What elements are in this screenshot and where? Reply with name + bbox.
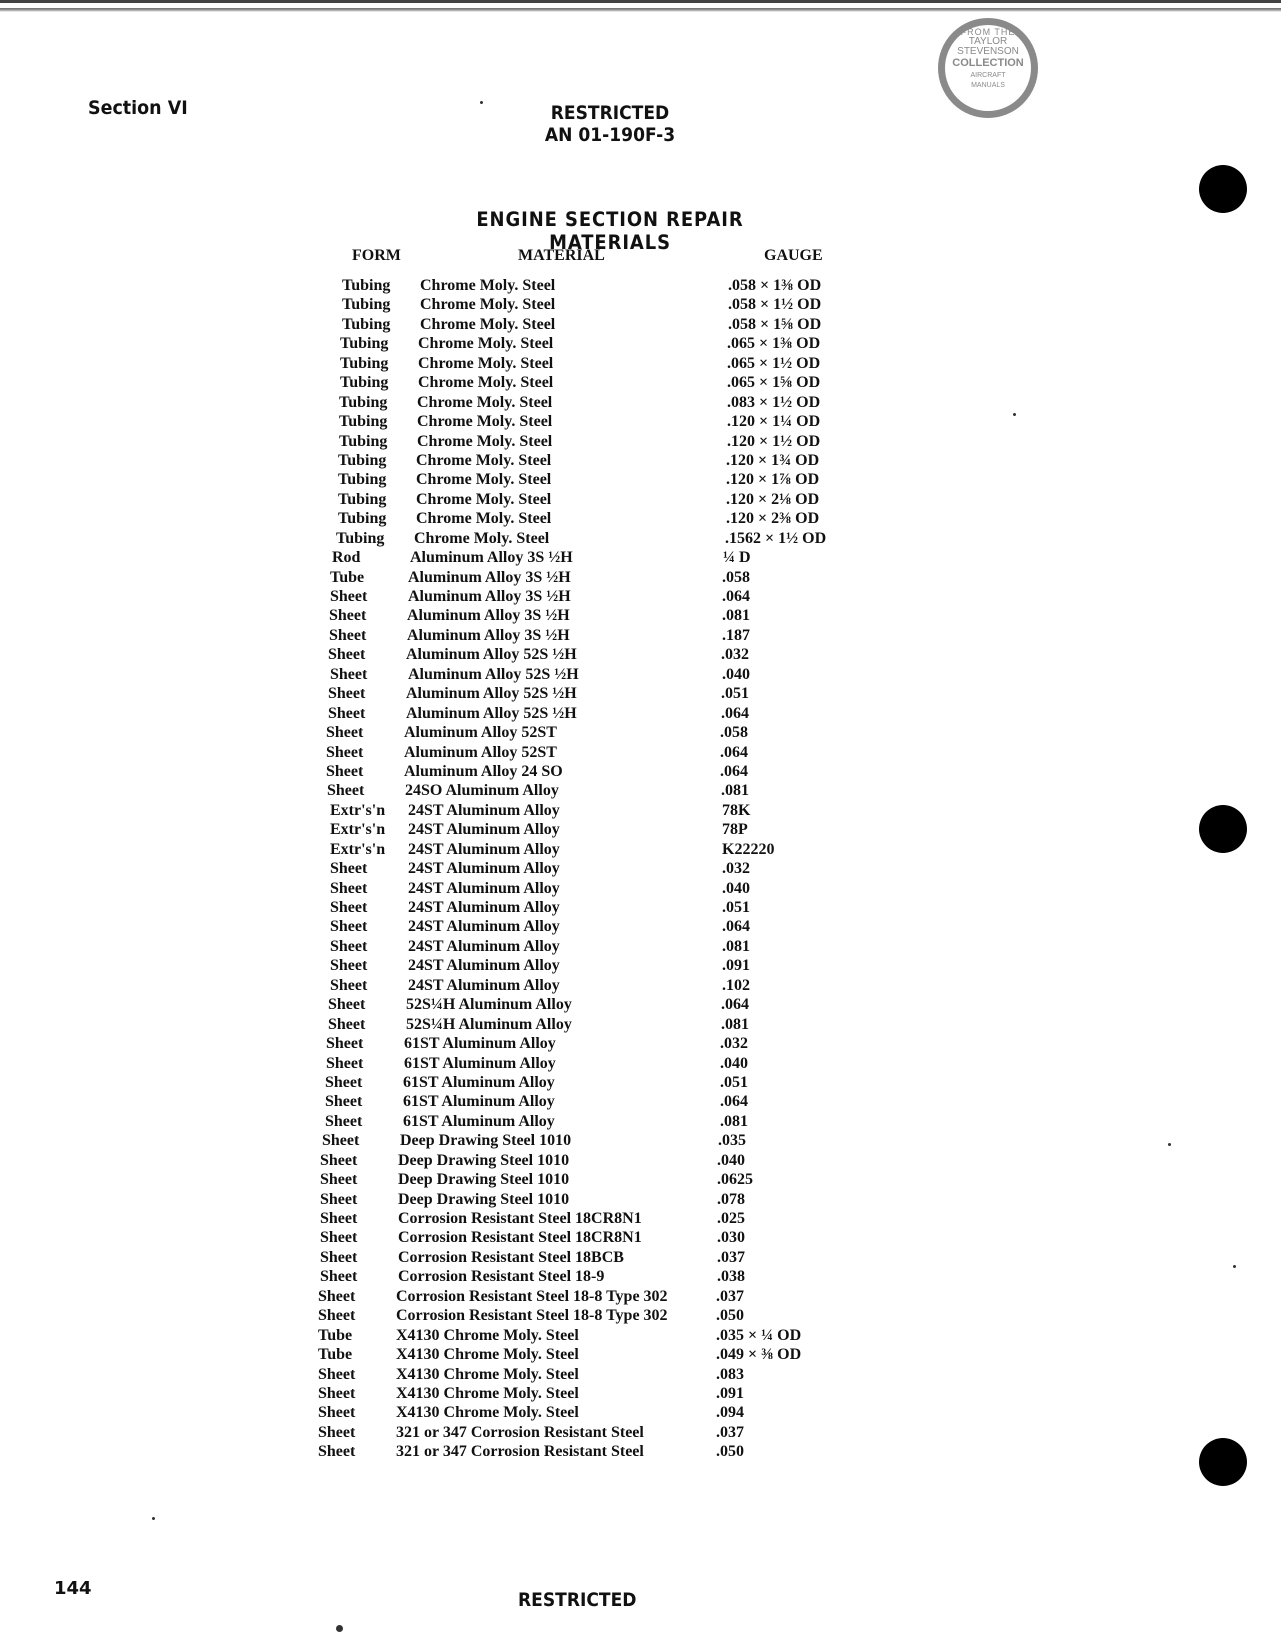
cell-form: Sheet — [329, 607, 367, 625]
table-row — [0, 1306, 1281, 1325]
cell-form: Tube — [318, 1346, 353, 1364]
table-row — [0, 412, 1281, 431]
cell-material: Chrome Moly. Steel — [420, 277, 556, 294]
table-row — [0, 529, 1281, 548]
cell-material: Aluminum Alloy 52ST — [404, 724, 557, 742]
cell-form: Sheet — [329, 626, 367, 644]
cell-material: Corrosion Resistant Steel 18BCB — [398, 1248, 624, 1266]
cell-material: Aluminum Alloy 52S ½H — [406, 685, 577, 703]
cell-gauge: .120 × 1½ OD — [727, 432, 821, 450]
cell-material: 24ST Aluminum Alloy — [408, 976, 560, 994]
scan-speck — [336, 1625, 343, 1632]
cell-material: Chrome Moly. Steel — [418, 354, 554, 372]
cell-form: Tubing — [339, 393, 388, 411]
table-row — [0, 1365, 1281, 1384]
table-row — [0, 587, 1281, 606]
cell-gauge: .065 × 1⅜ OD — [727, 335, 821, 353]
cell-material: Chrome Moly. Steel — [417, 432, 553, 450]
table-row — [0, 1190, 1281, 1209]
cell-form: Sheet — [330, 879, 368, 897]
cell-gauge: .051 — [722, 899, 750, 916]
stamp-text: COLLECTION — [952, 57, 1024, 69]
materials-table — [0, 276, 1281, 1462]
cell-form: Tubing — [340, 335, 389, 353]
cell-gauge: .081 — [721, 782, 749, 800]
section-label: Section VI — [88, 97, 188, 119]
cell-gauge: .081 — [720, 1112, 748, 1130]
cell-form: Sheet — [328, 704, 366, 722]
cell-gauge: 78P — [722, 821, 748, 839]
cell-gauge: .078 — [717, 1190, 745, 1208]
table-row — [0, 334, 1281, 353]
cell-gauge: .058 — [722, 568, 750, 586]
table-row — [0, 1092, 1281, 1111]
cell-material: X4130 Chrome Moly. Steel — [396, 1326, 579, 1344]
cell-material: 61ST Aluminum Alloy — [404, 1035, 556, 1053]
table-row — [0, 840, 1281, 859]
cell-material: Aluminum Alloy 52S ½H — [408, 665, 579, 683]
cell-gauge: .064 — [721, 704, 749, 722]
cell-form: Sheet — [318, 1384, 356, 1402]
cell-material: 24ST Aluminum Alloy — [408, 937, 560, 955]
cell-form: Sheet — [326, 1035, 364, 1053]
table-row — [0, 1287, 1281, 1306]
cell-form: Sheet — [320, 1210, 358, 1227]
scan-top-edge — [0, 0, 1281, 12]
cell-gauge: .050 — [716, 1307, 744, 1325]
table-row — [0, 820, 1281, 839]
cell-form: Tubing — [338, 451, 387, 469]
cell-gauge: .120 × 1¼ OD — [727, 413, 821, 431]
cell-gauge: K22220 — [722, 840, 775, 858]
cell-gauge: .120 × 2⅜ OD — [726, 510, 820, 528]
cell-material: Aluminum Alloy 3S ½H — [407, 626, 570, 644]
cell-form: Tubing — [340, 354, 389, 372]
table-row — [0, 917, 1281, 936]
table-row — [0, 684, 1281, 703]
table-row — [0, 762, 1281, 781]
cell-form: Extr's'n — [330, 840, 386, 858]
cell-material: Deep Drawing Steel 1010 — [398, 1151, 570, 1169]
table-row — [0, 879, 1281, 898]
cell-material: 61ST Aluminum Alloy — [404, 1054, 556, 1072]
cell-form: Sheet — [322, 1132, 360, 1150]
cell-form: Extr's'n — [330, 801, 386, 819]
cell-material: Aluminum Alloy 24 SO — [404, 762, 563, 780]
table-row — [0, 354, 1281, 373]
cell-form: Sheet — [320, 1190, 358, 1208]
cell-form: Tubing — [342, 315, 391, 333]
cell-material: X4130 Chrome Moly. Steel — [396, 1346, 579, 1364]
binder-hole-icon — [1199, 165, 1247, 213]
cell-gauge: .083 × 1½ OD — [727, 393, 821, 411]
table-row — [0, 976, 1281, 995]
table-row — [0, 509, 1281, 528]
cell-gauge: .025 — [717, 1210, 745, 1227]
column-header-gauge: GAUGE — [764, 247, 823, 264]
cell-material: Chrome Moly. Steel — [420, 296, 556, 314]
cell-gauge: .091 — [722, 957, 750, 975]
cell-form: Sheet — [318, 1307, 356, 1325]
table-row — [0, 1384, 1281, 1403]
footer-classification: RESTRICTED — [518, 1589, 637, 1611]
table-row — [0, 743, 1281, 762]
table-row — [0, 1131, 1281, 1150]
cell-form: Tubing — [338, 490, 387, 508]
scan-speck — [1168, 1143, 1171, 1146]
cell-material: Chrome Moly. Steel — [417, 393, 553, 411]
table-row — [0, 1423, 1281, 1442]
cell-material: Chrome Moly. Steel — [416, 471, 552, 489]
cell-gauge: .058 — [720, 724, 748, 742]
cell-gauge: .081 — [722, 607, 750, 625]
cell-form: Sheet — [325, 1093, 363, 1111]
cell-form: Sheet — [320, 1229, 358, 1247]
cell-gauge: .032 — [720, 1035, 748, 1053]
stamp-text: TAYLOR — [968, 36, 1008, 47]
cell-material: 24ST Aluminum Alloy — [408, 821, 560, 839]
table-row — [0, 723, 1281, 742]
table-row — [0, 995, 1281, 1014]
cell-material: Aluminum Alloy 3S ½H — [408, 568, 571, 586]
header-classification: RESTRICTED — [550, 102, 670, 124]
table-row — [0, 1228, 1281, 1247]
cell-gauge: .058 × 1⅜ OD — [728, 277, 822, 294]
cell-gauge: .038 — [717, 1268, 745, 1286]
cell-gauge: .064 — [720, 1093, 748, 1111]
cell-material: 321 or 347 Corrosion Resistant Steel — [396, 1423, 644, 1441]
cell-material: Chrome Moly. Steel — [420, 315, 556, 333]
cell-gauge: .083 — [716, 1365, 744, 1383]
cell-material: Chrome Moly. Steel — [417, 413, 553, 431]
table-row — [0, 1209, 1281, 1228]
cell-gauge: .040 — [720, 1054, 748, 1072]
cell-gauge: .0625 — [717, 1171, 753, 1189]
cell-gauge: .064 — [722, 588, 750, 605]
cell-form: Tubing — [338, 471, 387, 489]
cell-form: Sheet — [330, 588, 368, 605]
cell-form: Sheet — [330, 860, 368, 878]
table-row — [0, 451, 1281, 470]
table-row — [0, 898, 1281, 917]
cell-material: Aluminum Alloy 52S ½H — [406, 704, 577, 722]
cell-form: Sheet — [318, 1423, 356, 1441]
cell-material: 24ST Aluminum Alloy — [408, 899, 560, 916]
table-row — [0, 568, 1281, 587]
cell-form: Sheet — [330, 937, 368, 955]
document-number: AN 01-190F-3 — [544, 124, 676, 146]
cell-material: 61ST Aluminum Alloy — [403, 1093, 555, 1111]
table-row — [0, 1403, 1281, 1422]
cell-material: 24ST Aluminum Alloy — [408, 860, 560, 878]
cell-form: Sheet — [320, 1248, 358, 1266]
cell-gauge: .051 — [720, 1073, 748, 1091]
cell-material: Chrome Moly. Steel — [418, 374, 554, 392]
cell-material: Corrosion Resistant Steel 18-8 Type 302 — [396, 1307, 668, 1325]
cell-form: Sheet — [320, 1268, 358, 1286]
cell-form: Sheet — [326, 1054, 364, 1072]
cell-gauge: .035 — [718, 1132, 746, 1150]
cell-material: 52S¼H Aluminum Alloy — [406, 1015, 572, 1033]
table-row — [0, 1073, 1281, 1092]
header-center — [529, 102, 691, 146]
page-title: ENGINE SECTION REPAIR MATERIALS — [476, 208, 744, 254]
cell-material: 24SO Aluminum Alloy — [405, 782, 559, 800]
table-row — [0, 956, 1281, 975]
table-row — [0, 645, 1281, 664]
table-row — [0, 432, 1281, 451]
cell-material: Aluminum Alloy 52S ½H — [406, 646, 577, 664]
cell-material: Aluminum Alloy 3S ½H — [408, 588, 571, 605]
table-row — [0, 1170, 1281, 1189]
cell-form: Sheet — [325, 1112, 363, 1130]
cell-form: Sheet — [320, 1171, 358, 1189]
scan-speck — [1233, 1265, 1236, 1268]
cell-form: Sheet — [326, 762, 364, 780]
cell-gauge: .040 — [717, 1151, 745, 1169]
table-row — [0, 295, 1281, 314]
cell-form: Sheet — [325, 1073, 363, 1091]
cell-form: Tubing — [339, 413, 388, 431]
cell-gauge: .037 — [716, 1287, 744, 1305]
table-row — [0, 276, 1281, 295]
cell-material: Corrosion Resistant Steel 18-8 Type 302 — [396, 1287, 668, 1305]
cell-material: Chrome Moly. Steel — [416, 490, 552, 508]
cell-gauge: .050 — [716, 1443, 744, 1461]
table-row — [0, 801, 1281, 820]
table-row — [0, 1267, 1281, 1286]
cell-form: Sheet — [318, 1365, 356, 1383]
cell-material: 61ST Aluminum Alloy — [403, 1112, 555, 1130]
table-row — [0, 1326, 1281, 1345]
cell-gauge: .035 × ¼ OD — [716, 1326, 802, 1344]
cell-gauge: .120 × 1¾ OD — [726, 451, 820, 469]
cell-material: X4130 Chrome Moly. Steel — [396, 1384, 579, 1402]
table-row — [0, 393, 1281, 412]
cell-form: Sheet — [328, 685, 366, 703]
cell-gauge: .037 — [716, 1423, 744, 1441]
stamp-text: AIRCRAFT — [970, 72, 1006, 79]
cell-form: Sheet — [328, 996, 366, 1014]
table-row — [0, 1054, 1281, 1073]
cell-form: Sheet — [328, 1015, 366, 1033]
table-row — [0, 1248, 1281, 1267]
cell-material: 24ST Aluminum Alloy — [408, 918, 560, 936]
cell-gauge: .064 — [720, 743, 748, 761]
table-row — [0, 1442, 1281, 1461]
cell-material: Corrosion Resistant Steel 18CR8N1 — [398, 1210, 642, 1227]
cell-form: Tubing — [342, 296, 391, 314]
cell-material: Deep Drawing Steel 1010 — [398, 1190, 570, 1208]
table-row — [0, 606, 1281, 625]
cell-material: Chrome Moly. Steel — [414, 529, 550, 547]
cell-material: Chrome Moly. Steel — [418, 335, 554, 353]
page-number: 144 — [54, 1578, 92, 1599]
stamp-text: STEVENSON — [957, 46, 1019, 57]
cell-material: 24ST Aluminum Alloy — [408, 957, 560, 975]
cell-form: Tube — [318, 1326, 353, 1344]
cell-form: Sheet — [328, 646, 366, 664]
cell-gauge: .102 — [722, 976, 750, 994]
cell-gauge: .120 × 2⅛ OD — [726, 490, 820, 508]
cell-gauge: .064 — [720, 762, 748, 780]
cell-gauge: .032 — [721, 646, 749, 664]
cell-material: X4130 Chrome Moly. Steel — [396, 1365, 579, 1383]
cell-gauge: .094 — [716, 1404, 744, 1422]
cell-form: Sheet — [318, 1443, 356, 1461]
cell-gauge: .049 × ⅜ OD — [716, 1346, 802, 1364]
scan-speck — [1013, 413, 1016, 416]
cell-form: Tubing — [342, 277, 391, 294]
cell-form: Sheet — [318, 1404, 356, 1422]
cell-gauge: .032 — [722, 860, 750, 878]
cell-form: Sheet — [330, 899, 368, 916]
cell-material: Corrosion Resistant Steel 18-9 — [398, 1268, 605, 1286]
table-row — [0, 490, 1281, 509]
table-row — [0, 1112, 1281, 1131]
cell-gauge: .187 — [722, 626, 750, 644]
cell-gauge: .081 — [721, 1015, 749, 1033]
cell-form: Tubing — [336, 529, 385, 547]
table-row — [0, 781, 1281, 800]
column-header-material: MATERIAL — [518, 247, 605, 264]
cell-gauge: .058 × 1½ OD — [728, 296, 822, 314]
cell-gauge: .064 — [721, 996, 749, 1014]
cell-form: Sheet — [318, 1287, 356, 1305]
cell-gauge: .040 — [722, 665, 750, 683]
cell-material: Deep Drawing Steel 1010 — [400, 1132, 572, 1150]
cell-gauge: .081 — [722, 937, 750, 955]
table-row — [0, 470, 1281, 489]
table-row — [0, 937, 1281, 956]
column-header-form: FORM — [352, 247, 401, 264]
cell-gauge: .1562 × 1½ OD — [725, 529, 827, 547]
cell-material: Corrosion Resistant Steel 18CR8N1 — [398, 1229, 642, 1247]
table-row — [0, 1345, 1281, 1364]
table-row — [0, 548, 1281, 567]
cell-gauge: .037 — [717, 1248, 745, 1266]
table-row — [0, 1034, 1281, 1053]
cell-gauge: .064 — [722, 918, 750, 936]
cell-material: Aluminum Alloy 3S ½H — [407, 607, 570, 625]
cell-gauge: .030 — [717, 1229, 745, 1247]
cell-form: Sheet — [330, 976, 368, 994]
cell-gauge: .120 × 1⅞ OD — [726, 471, 820, 489]
cell-form: Tubing — [340, 374, 389, 392]
cell-form: Sheet — [330, 665, 368, 683]
table-row — [0, 315, 1281, 334]
cell-material: 52S¼H Aluminum Alloy — [406, 996, 572, 1014]
cell-material: 61ST Aluminum Alloy — [403, 1073, 555, 1091]
cell-form: Sheet — [320, 1151, 358, 1169]
stamp-text: FROM THE — [960, 27, 1016, 37]
cell-form: Tube — [330, 568, 365, 586]
cell-material: 24ST Aluminum Alloy — [408, 879, 560, 897]
cell-gauge: .058 × 1⅝ OD — [728, 315, 822, 333]
stamp-text: MANUALS — [971, 82, 1005, 89]
table-row — [0, 1151, 1281, 1170]
cell-form: Rod — [332, 549, 361, 567]
table-row — [0, 626, 1281, 645]
cell-material: X4130 Chrome Moly. Steel — [396, 1404, 579, 1422]
cell-gauge: .091 — [716, 1384, 744, 1402]
cell-form: Sheet — [327, 782, 365, 800]
cell-material: Aluminum Alloy 3S ½H — [410, 549, 573, 567]
cell-form: Sheet — [330, 957, 368, 975]
table-row — [0, 859, 1281, 878]
table-row — [0, 704, 1281, 723]
cell-gauge: 78K — [722, 801, 751, 819]
cell-form: Tubing — [339, 432, 388, 450]
cell-gauge: .051 — [721, 685, 749, 703]
cell-material: 24ST Aluminum Alloy — [408, 840, 560, 858]
scan-speck — [480, 101, 483, 104]
cell-form: Tubing — [338, 510, 387, 528]
cell-gauge: ¼ D — [723, 549, 751, 567]
table-row — [0, 665, 1281, 684]
cell-gauge: .065 × 1½ OD — [727, 354, 821, 372]
table-row — [0, 1015, 1281, 1034]
scan-speck — [152, 1517, 155, 1520]
collection-stamp — [938, 18, 1038, 118]
cell-gauge: .040 — [722, 879, 750, 897]
table-row — [0, 373, 1281, 392]
cell-form: Sheet — [326, 724, 364, 742]
cell-form: Sheet — [330, 918, 368, 936]
cell-material: 321 or 347 Corrosion Resistant Steel — [396, 1443, 644, 1461]
cell-material: Deep Drawing Steel 1010 — [398, 1171, 570, 1189]
cell-gauge: .065 × 1⅝ OD — [727, 374, 821, 392]
cell-form: Sheet — [326, 743, 364, 761]
cell-material: 24ST Aluminum Alloy — [408, 801, 560, 819]
cell-form: Extr's'n — [330, 821, 386, 839]
cell-material: Chrome Moly. Steel — [416, 451, 552, 469]
cell-material: Chrome Moly. Steel — [416, 510, 552, 528]
cell-material: Aluminum Alloy 52ST — [404, 743, 557, 761]
